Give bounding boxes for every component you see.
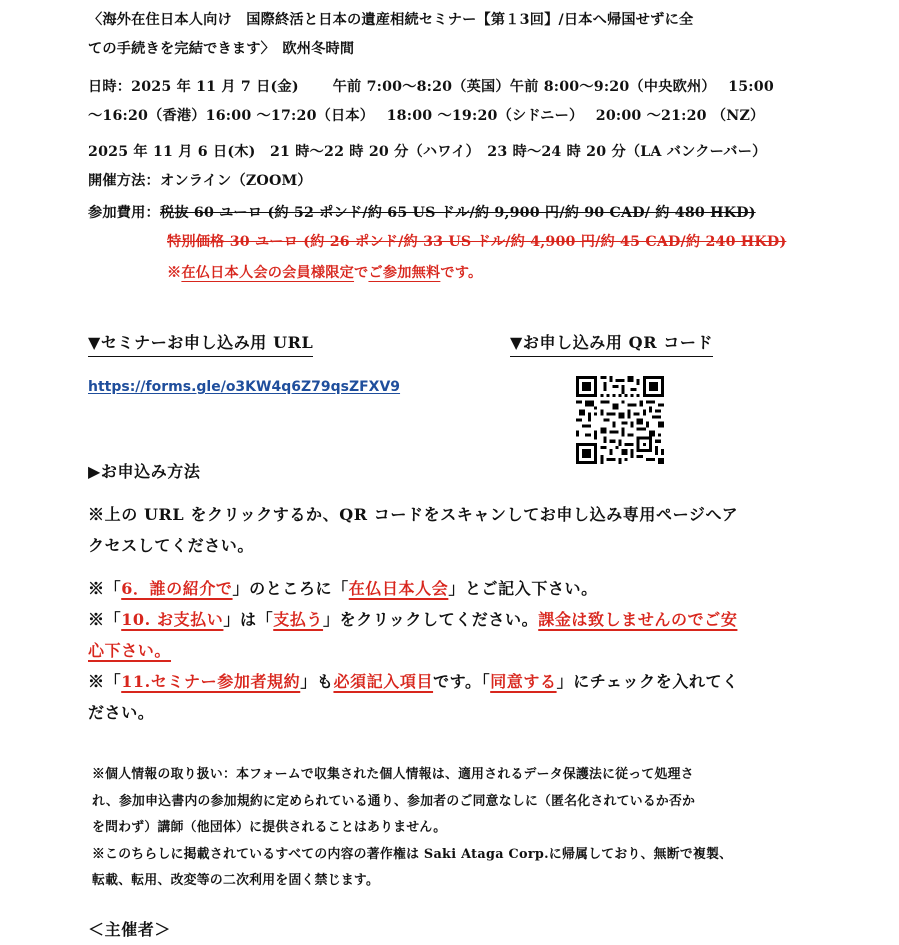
privacy-block: ※個人情報の取り扱い：本フォームで収集された個人情報は、適用されるデータ保護法に従って処理さ れ、参加申込書内の参加規約に定められている通り、参加者のご同意なしに（匿名化されているか否か を問わず）講師（他団体）に提供されることはありません。 ※このちらしに掲載されているすべての内容の著作権は Saki Ataga Corp.に帰属しており、無断で複製、 転載、転用、改変等の二次利用を固く禁じます。 [92,767,733,888]
howto-p1: ※上の URL をクリックするか、QR コードをスキャンしてお申し込み専用ページへア クセスしてください。 [88,505,739,555]
howto-block [88,456,808,728]
howto-p4: ※「11.セミナー参加者規約」も必須記入項目です。「同意する」にチェックを入れてく ださい。 [88,672,739,722]
method-line: 開催方法：オンライン（ZOOM） [88,173,312,189]
fee-label: 参加費用： [88,205,160,221]
field-terms: 11.セミナー参加者規約 [121,672,301,691]
schedule-block [88,73,808,196]
field-payment: 10. お支払い [121,610,224,629]
no-charge-note: 課金は致しませんのでご安 [538,610,738,629]
fee-special-line [88,228,808,257]
field-referrer: 6．誰の紹介で [121,579,233,598]
title-line-1: 〈海外在住日本人向け 国際終活と日本の遺産相続セミナー【第１3回】/日本へ帰国せずに全 [88,12,694,28]
schedule-line-3: 2025 年 11 月 6 日(木) 21 時〜22 時 20 分（ハワイ） 23 時〜24 時 20 分（LA バンクーバー） [88,144,767,160]
qr-code-image[interactable] [576,376,664,464]
fee-regular-line [88,199,808,228]
required-item: 必須記入項目 [333,672,434,691]
schedule-line-1: 日時：2025 年 11 月 7 日(金) 午前 7:00〜8:20（英国）午前 8:00〜9:20（中央欧州） 15:00 [88,79,774,95]
url-heading: ▼セミナーお申し込み用 URL [88,330,313,357]
fee-special: 特別価格 30 ユーロ (約 26 ポンド/約 33 US ドル/約 4,900 円/約 45 CAD/約 240 HKD) [167,234,787,250]
fee-free-line: ※在仏日本人会の会員様限定でご参加無料です。 [167,265,483,281]
howto-p3: ※「10. お支払い」は「支払う」をクリックしてください。課金は致しませんのでご安 心下さい。 [88,610,738,660]
agree-value: 同意する [490,672,557,691]
payment-value: 支払う [273,610,324,629]
organizer-heading: ＜主催者＞ [88,920,172,939]
seminar-title [88,6,808,64]
fee-regular: 税抜 60 ユーロ (約 52 ポンド/約 65 US ドル/約 9,900 円/約 90 CAD/ 約 480 HKD) [159,205,756,221]
fees-block [88,199,808,288]
schedule-line-2: 〜16:20（香港）16:00 〜17:20（日本） 18:00 〜19:20（シドニー） 20:00 〜21:20 （NZ） [88,108,765,124]
referrer-value: 在仏日本人会 [348,579,449,598]
qr-heading: ▼お申し込み用 QR コード [510,330,713,357]
howto-heading: ▶お申込み方法 [88,462,201,481]
signup-url-link[interactable]: https://forms.gle/o3KW4q6Z79qsZFXV9 [88,379,401,395]
howto-p2: ※「6．誰の紹介で」のところに「在仏日本人会」とご記入下さい。 [88,579,598,598]
free-participation: ご参加無料 [368,265,441,281]
title-line-2: ての手続きを完結できます〉 欧州冬時間 [88,41,355,57]
member-limited: 在仏日本人会の会員様限定 [181,265,355,281]
